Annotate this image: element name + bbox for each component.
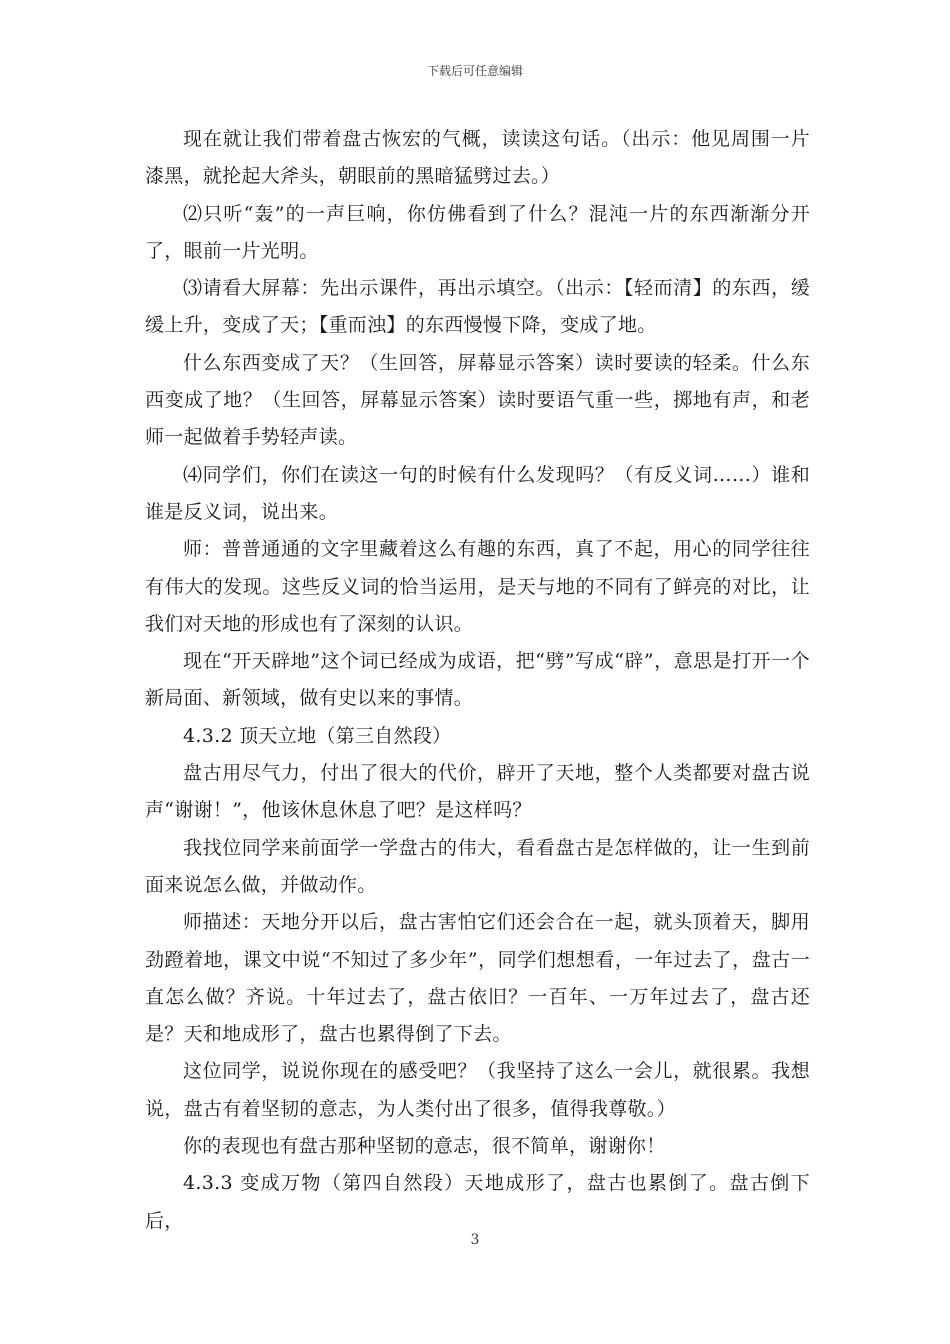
page-number: 3 (470, 1232, 480, 1248)
paragraph-5: ⑷同学们，你们在读这一句的时候有什么发现吗？（有反义词……）谁和谁是反义词，说出来。 (145, 463, 810, 523)
section-heading-4-3-3: 4.3.3 变成万物（第四自然段）天地成形了，盘古也累倒了。盘古倒下后， (145, 1172, 810, 1232)
paragraph-6: 师：普普通通的文字里藏着这么有趣的东西，真了不起，用心的同学往往有伟大的发现。这些反义词的恰当运用，是天与地的不同有了鲜亮的对比，让我们对天地的形成也有了深刻的认识。 (145, 538, 810, 635)
document-body (145, 121, 810, 1240)
section-heading-4-3-2: 4.3.2 顶天立地（第三自然段） (183, 724, 452, 747)
paragraph-10: 我找位同学来前面学一学盘古的伟大，看看盘古是怎样做的，让一生到前面来说怎么做，并做动作。 (145, 836, 810, 896)
paragraph-2: ⑵只听“轰”的一声巨响，你仿佛看到了什么？混沌一片的东西渐渐分开了，眼前一片光明。 (145, 202, 810, 262)
paragraph-13: 你的表现也有盘古那种坚韧的意志，很不简单，谢谢你！ (183, 1135, 666, 1158)
paragraph-11: 师描述：天地分开以后，盘古害怕它们还会合在一起，就头顶着天，脚用劲蹬着地，课文中说“不知过了多少年”，同学们想想看，一年过去了，盘古一直怎么做？齐说。十年过去了，盘古依旧？一百年、一万年过去了，盘古还是？天和地成形了，盘古也累得倒了下去。 (145, 911, 810, 1046)
paragraph-7: 现在“开天辟地”这个词已经成为成语，把“劈”写成“辟”，意思是打开一个新局面、新领域，做有史以来的事情。 (145, 650, 810, 710)
paragraph-3: ⑶请看大屏幕：先出示课件，再出示填空。（出示：【轻而清】的东西，缓缓上升，变成了天；【重而浊】的东西慢慢下降，变成了地。 (145, 277, 810, 337)
page-header: 下载后可任意编辑 (426, 64, 523, 78)
paragraph-12: 这位同学，说说你现在的感受吧？（我坚持了这么一会儿，就很累。我想说，盘古有着坚韧的意志，为人类付出了很多，值得我尊敬。） (145, 1060, 810, 1120)
paragraph-9: 盘古用尽气力，付出了很大的代价，辟开了天地，整个人类都要对盘古说声“谢谢！”，他该休息休息了吧？是这样吗？ (145, 762, 810, 822)
paragraph-4: 什么东西变成了天？（生回答，屏幕显示答案）读时要读的轻柔。什么东西变成了地？（生回答，屏幕显示答案）读时要语气重一些，掷地有声，和老师一起做着手势轻声读。 (145, 351, 810, 449)
paragraph-1: 现在就让我们带着盘古恢宏的气概，读读这句话。（出示：他见周围一片漆黑，就抡起大斧头，朝眼前的黑暗猛劈过去。） (145, 128, 810, 188)
